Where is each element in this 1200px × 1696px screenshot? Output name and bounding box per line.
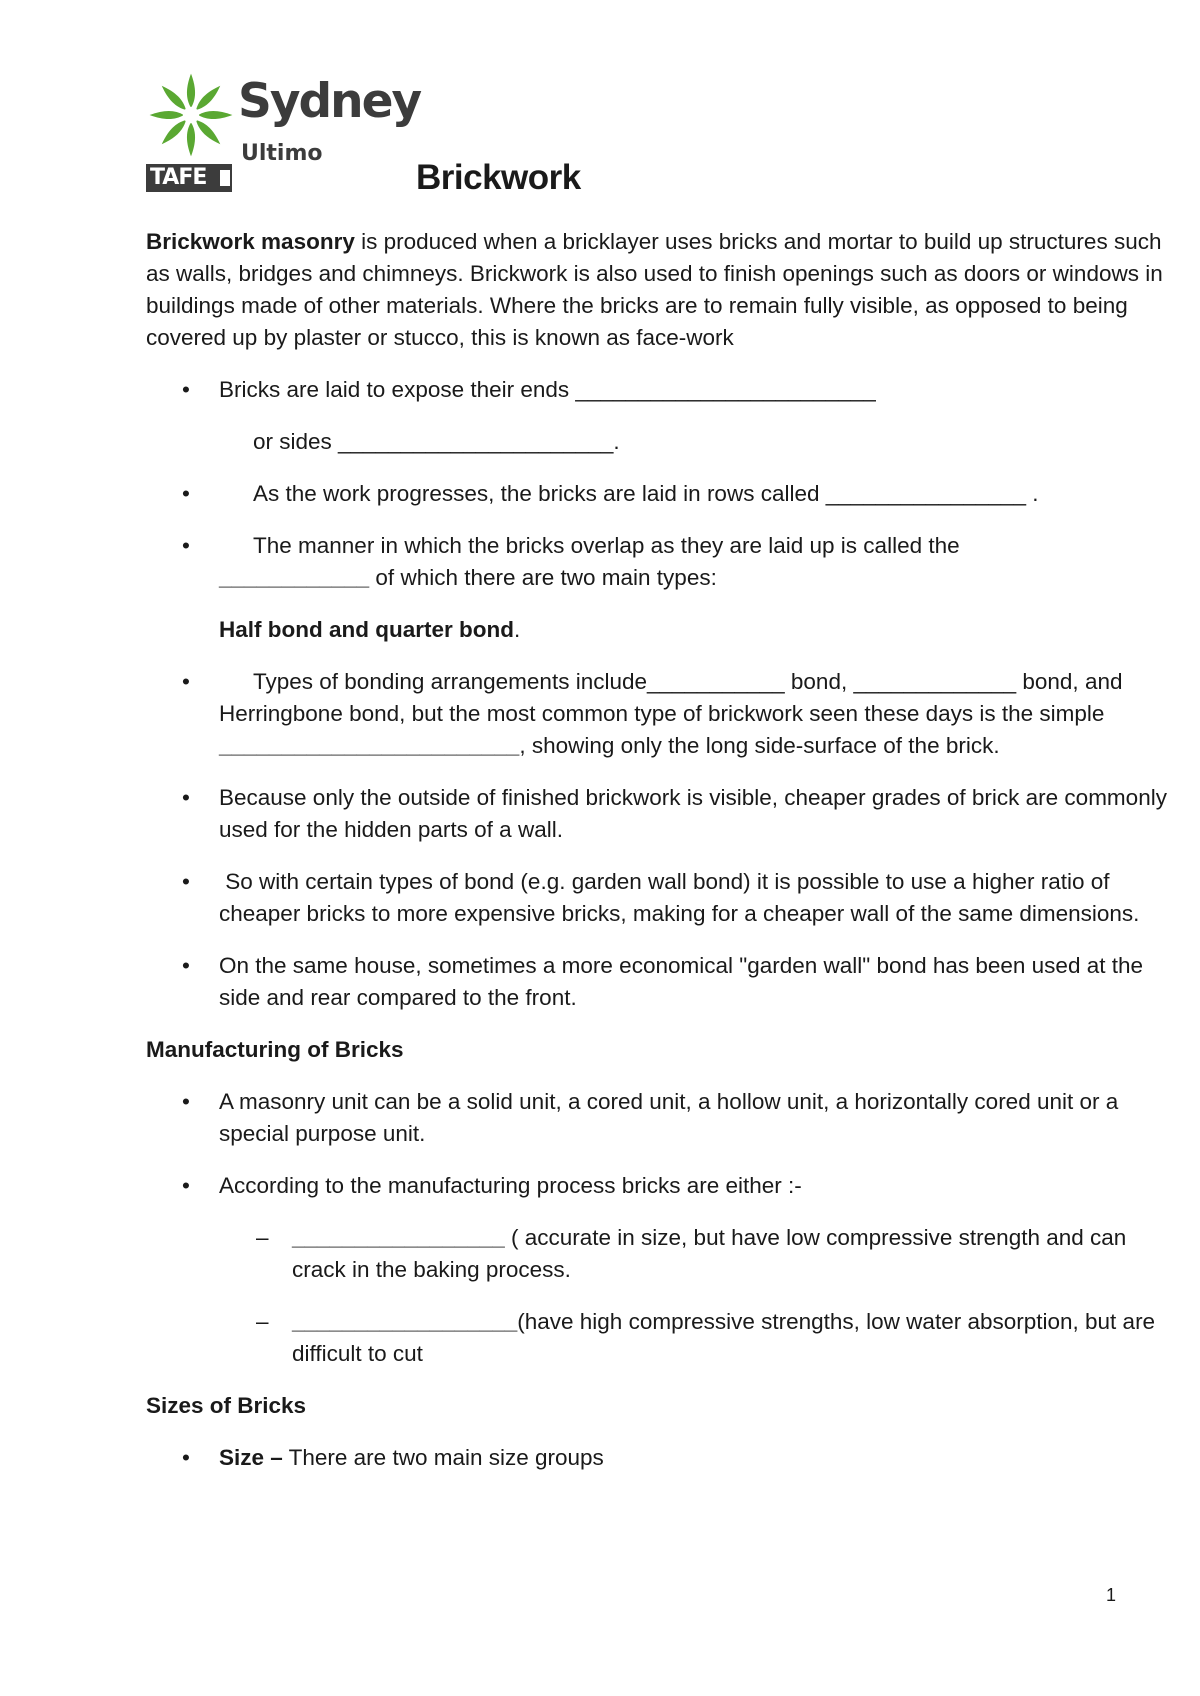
item-arrangements-text: Types of bonding arrangements include___________ bond, _____________ bond, and Herringbone bond, but the most common type of brickwork seen these days is the simple xyxy=(219,669,1123,726)
logo-ultimo-text: Ultimo xyxy=(241,141,323,166)
item-sides-text: or sides ______________________. xyxy=(253,429,620,454)
intro-paragraph xyxy=(146,226,1176,354)
list-item xyxy=(146,1086,1176,1150)
tafe-sydney-logo xyxy=(146,70,426,200)
document-body xyxy=(146,226,1176,1494)
page-number: 1 xyxy=(1106,1585,1117,1605)
item-process-text: According to the manufacturing process bricks are either :- xyxy=(219,1173,802,1198)
bullet-icon: • xyxy=(182,669,190,694)
item-arrangements-tail: , showing only the long side-surface of the brick. xyxy=(519,733,1000,758)
bullet-icon: • xyxy=(182,533,190,558)
list-item xyxy=(146,374,1176,406)
bullet-icon: • xyxy=(182,953,190,978)
dash1-blank: _________________ xyxy=(292,1225,505,1250)
item-bond-line2 xyxy=(219,562,1176,594)
sizes-heading: Sizes of Bricks xyxy=(146,1393,307,1418)
dash2-blank: __________________ xyxy=(292,1309,518,1334)
logo-tafe-text: TAFE xyxy=(150,165,207,190)
list-item xyxy=(146,866,1176,930)
size-text: There are two main size groups xyxy=(282,1445,604,1470)
intro-term: Brickwork masonry xyxy=(146,229,355,254)
bullet-icon: • xyxy=(182,869,190,894)
item-courses-text: As the work progresses, the bricks are laid in rows called ________________ . xyxy=(253,481,1039,506)
bond-types-period: . xyxy=(513,617,521,642)
item-bond-line1: The manner in which the bricks overlap as they are laid up is called the xyxy=(253,533,960,558)
item-same-house-text: On the same house, sometimes a more economical "garden wall" bond has been used at the side and rear compared to the front. xyxy=(219,953,1144,1010)
bullet-icon: • xyxy=(182,377,190,402)
bond-types-label: Half bond and quarter bond xyxy=(219,617,514,642)
document-title: Brickwork xyxy=(416,158,581,197)
bullet-icon: • xyxy=(182,1445,190,1470)
list-item xyxy=(146,666,1176,762)
bullet-icon: • xyxy=(182,785,190,810)
bullet-icon: • xyxy=(182,1173,190,1198)
dash-list-item xyxy=(146,1306,1176,1370)
item-unit-text: A masonry unit can be a solid unit, a cored unit, a hollow unit, a horizontally cored unit or a special purpose unit. xyxy=(219,1089,1119,1146)
star-logo-icon xyxy=(146,70,236,160)
arrangements-blank: ________________________ xyxy=(219,733,520,758)
bond-blank: ____________ xyxy=(219,565,370,590)
logo-sydney-text: Sydney xyxy=(238,74,421,129)
dash-list-item xyxy=(146,1222,1176,1286)
dash-icon: – xyxy=(256,1309,269,1334)
list-item xyxy=(146,1170,1176,1202)
list-item xyxy=(146,950,1176,1014)
logo-tafe-badge xyxy=(146,164,232,192)
list-item xyxy=(146,1442,1176,1474)
dash-icon: – xyxy=(256,1225,269,1250)
nsw-mark-icon xyxy=(220,170,230,186)
item-cheaper-text: Because only the outside of finished brickwork is visible, cheaper grades of brick are commonly used for the hidden parts of a wall. xyxy=(219,785,1167,842)
list-item xyxy=(146,530,1176,594)
item-bond-tail: of which there are two main types: xyxy=(369,565,717,590)
dash2-text: (have high compressive strengths, low water absorption, but are difficult to cut xyxy=(292,1309,1156,1366)
manufacturing-heading: Manufacturing of Bricks xyxy=(146,1037,404,1062)
intro-text: is produced when a bricklayer uses bricks and mortar to build up structures such as walls, bridges and chimneys. Brickwork is also used to finish openings such as doors or windows in buildings made of other materials. Where the bricks are to remain fully visible, as opposed to being covered up by plaster or stucco, this is known as face-work xyxy=(146,229,1163,350)
bullet-icon: • xyxy=(182,481,190,506)
item-ends-text: Bricks are laid to expose their ends ________________________ xyxy=(219,377,876,402)
item-garden-wall-text: So with certain types of bond (e.g. garden wall bond) it is possible to use a higher ratio of cheaper bricks to more expensive bricks, making for a cheaper wall of the same dimensions. xyxy=(219,869,1140,926)
list-item xyxy=(146,782,1176,846)
bond-types-text xyxy=(146,614,1176,646)
dash1-text: ( accurate in size, but have low compressive strength and can crack in the baking process. xyxy=(292,1225,1127,1282)
size-label: Size – xyxy=(219,1445,283,1470)
list-item xyxy=(146,478,1176,510)
bullet-icon: • xyxy=(182,1089,190,1114)
